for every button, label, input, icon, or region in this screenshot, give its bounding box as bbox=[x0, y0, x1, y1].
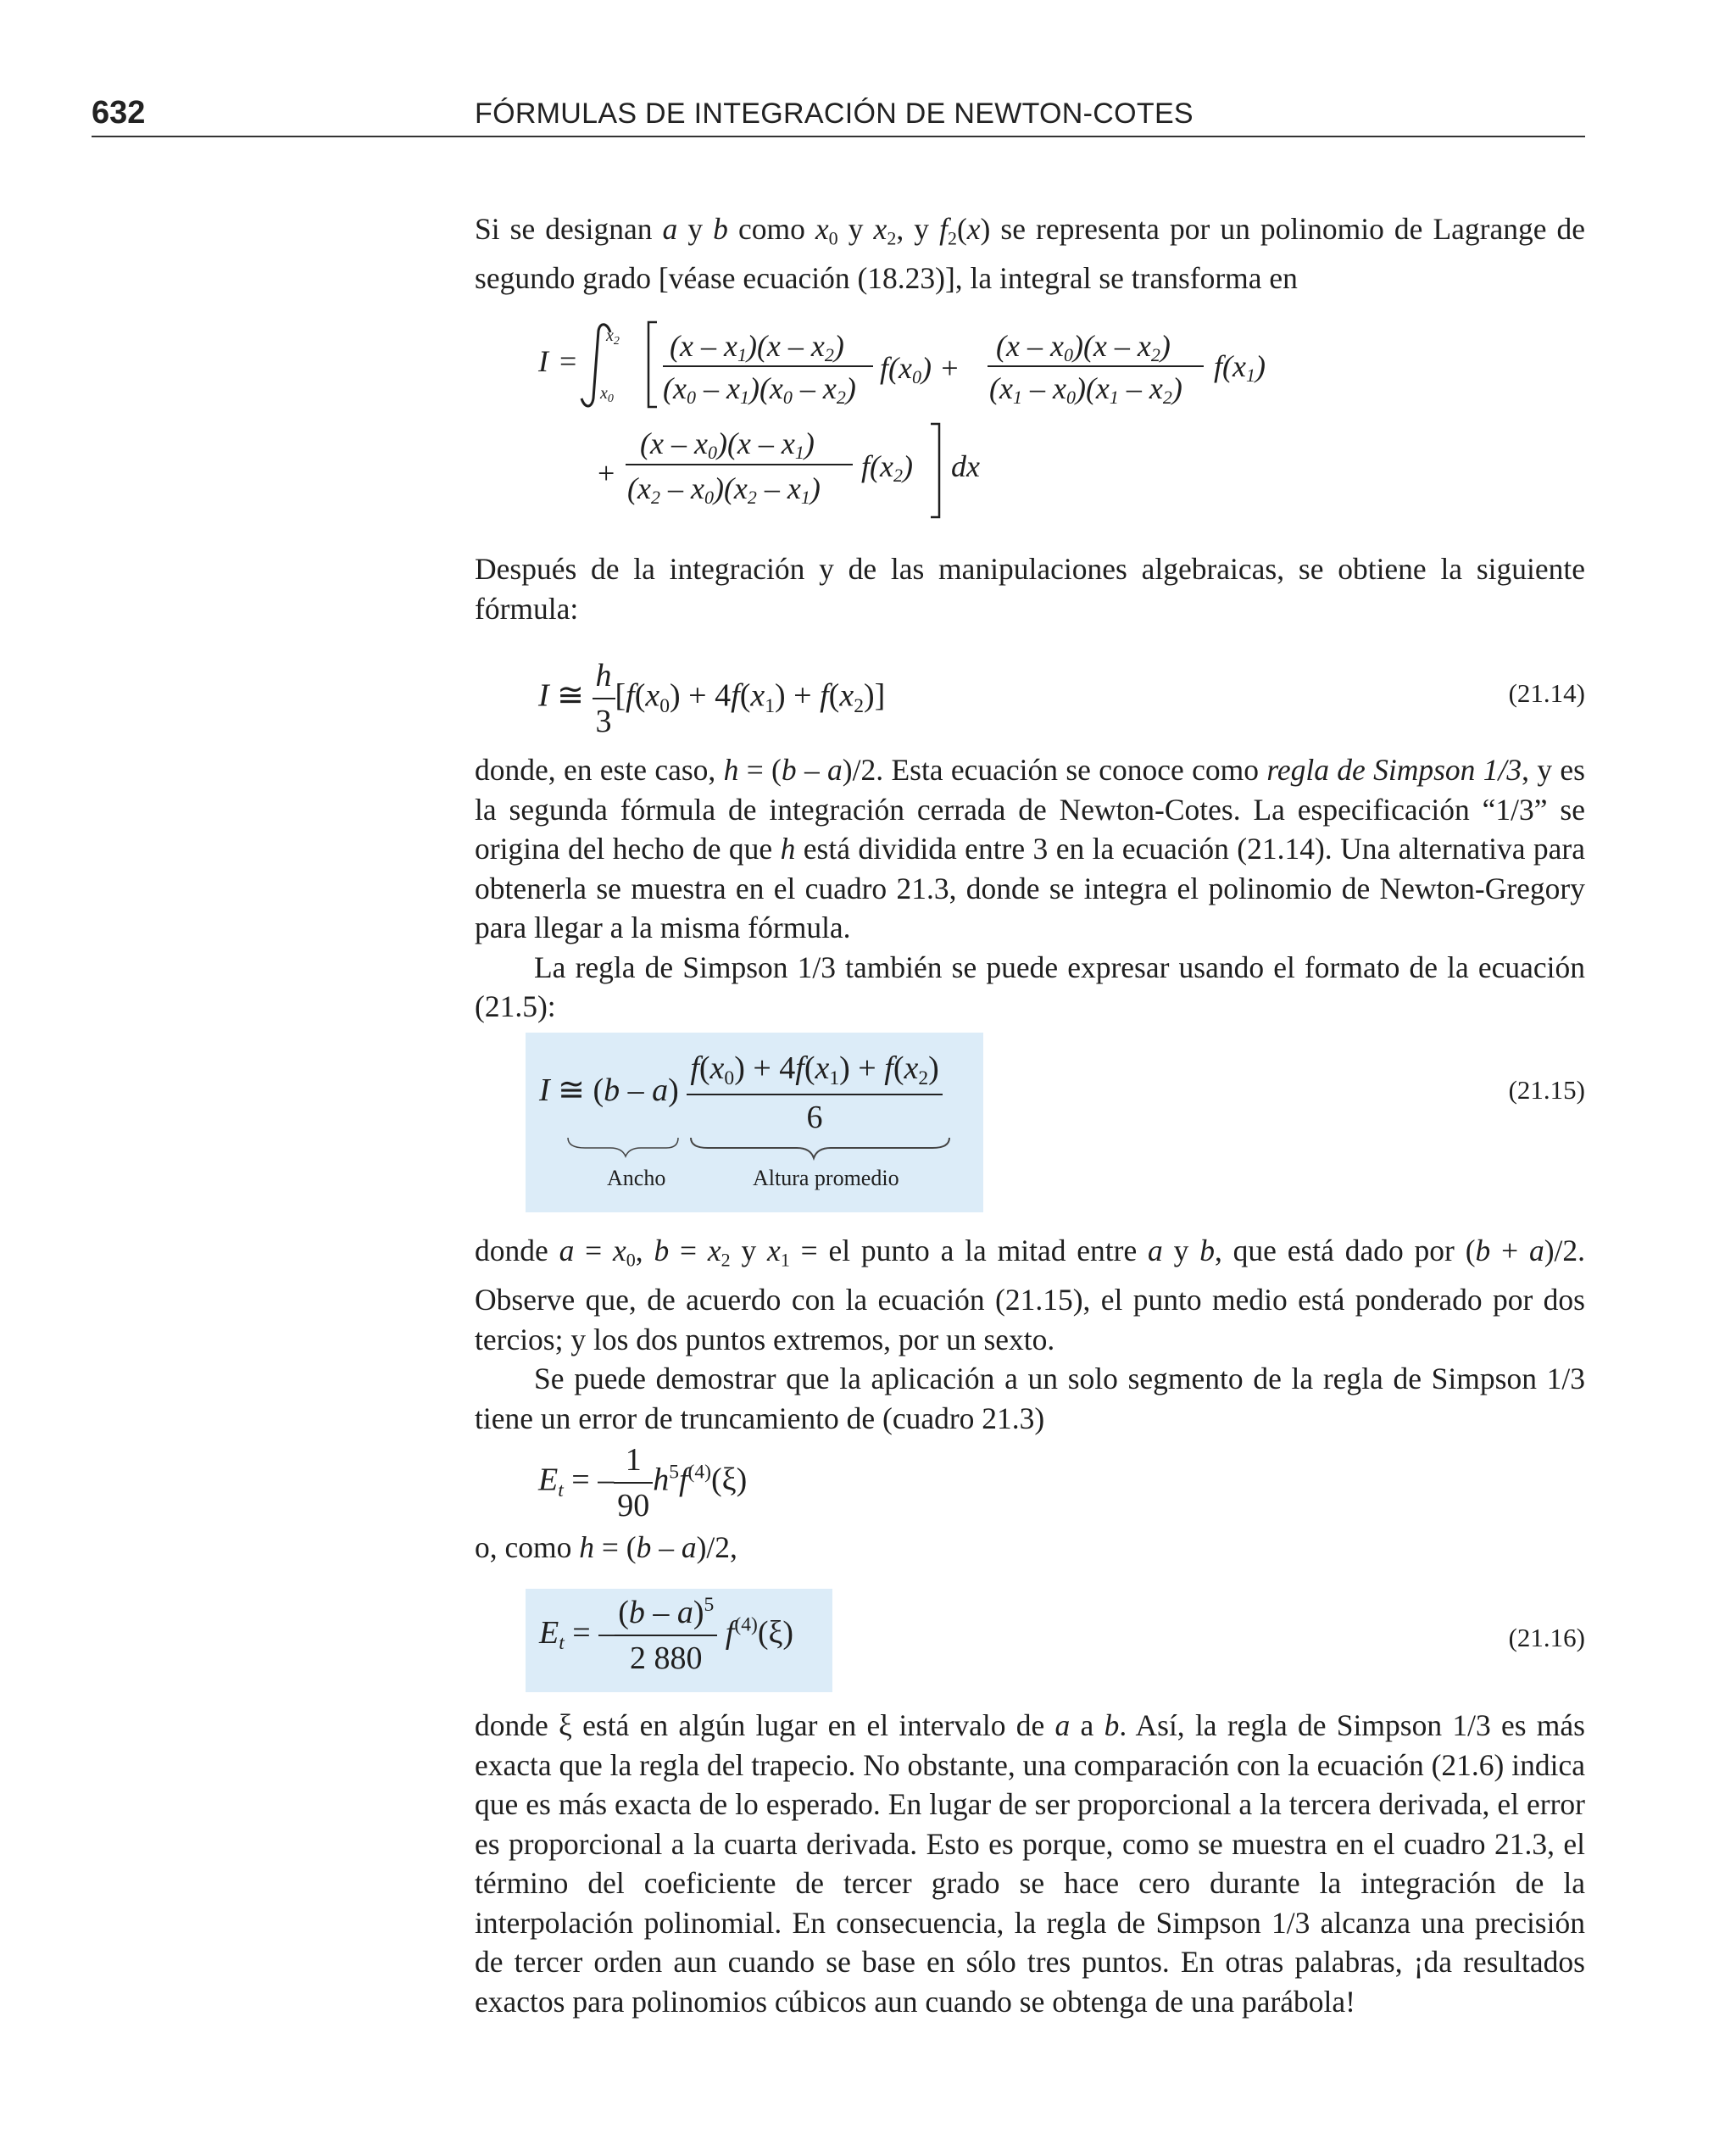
paragraph-intro: Si se designan a y b como $x_0$ y $x_2$, y $f_2(x)$ se representa por un polinomio de Lagrange de segundo grado [véase ecuación (18.23)], la integral se transforma en bbox=[475, 212, 1586, 296]
svg-text:(x – x0)(x – x1): (x – x0)(x – x1) bbox=[640, 426, 815, 463]
truncation-error-equation: $E_t$ = – $\frac{1}{90}$ $h^5f^{(4)}(\xi)$ bbox=[538, 1442, 748, 1523]
svg-text:=: = bbox=[559, 344, 577, 378]
svg-text:(x2 – x0)(x2 – x1): (x2 – x0)(x2 – x1) bbox=[627, 471, 821, 508]
svg-text:f(x0) +: f(x0) + bbox=[880, 351, 960, 387]
paragraph-error-discussion: donde ξ está en algún lugar en el intervalo de a a b. Así, la regla de Simpson 1/3 es más exacta que la regla del trapecio. No obstante, una comparación con la ecuación (21.6) indica que es más exacta de lo esperado. En lugar de ser proporcional a la tercera derivada, el error es proporcional a la cuarta derivada. Esto es porque, como se muestra en el cuadro 21.3, el término del coeficiente de tercer grado se hace cero durante la integración de la interpolación polinomial. En consecuencia, la regla de Simpson 1/3 alcanza una precisión de tercer orden aun cuando se base en sólo tres puntos. En otras palabras, ¡da resultados exactos para polinomios cúbicos aun cuando se obtenga de una parábola! bbox=[475, 1708, 1585, 2019]
equation-number-21-15: (21.15) bbox=[1508, 1075, 1585, 1105]
paragraph-midpoint: donde $a = x_0$, $b = x_2$ y $x_1$ = el punto a la mitad entre a y b, que está dado por (b + a)/2. Observe que, de acuerdo con la ecuación (21.15), el punto medio está ponderado por dos tercios; y los dos puntos extremos, por un sexto. Se puede demostrar que la aplicación a un solo segmento de la regla de Simpson 1/3 tiene un error de truncamiento de (cuadro 21.3) bbox=[475, 1234, 1585, 1435]
brace-label-width: Ancho bbox=[607, 1166, 666, 1190]
page-number: 632 bbox=[92, 95, 146, 131]
paragraph-h-substitution: o, como h = (b – a)/2, bbox=[475, 1530, 737, 1564]
equation-21-15: I ≅ (b – a) $\frac{f(x_0) + 4f(x_1) + f(x_2)}{6}$ bbox=[539, 1050, 943, 1136]
chapter-title: FÓRMULAS DE INTEGRACIÓN DE NEWTON-COTES bbox=[475, 97, 1194, 130]
paragraph-after-integration: Después de la integración y de las manipulaciones algebraicas, se obtiene la siguiente fórmula: bbox=[475, 552, 1585, 626]
svg-text:(x – x1)(x – x2): (x – x1)(x – x2) bbox=[670, 329, 844, 365]
lagrange-integral-equation bbox=[526, 314, 1322, 526]
svg-text:I: I bbox=[538, 344, 548, 378]
svg-text:f(x2): f(x2) bbox=[861, 449, 913, 486]
paragraph-simpson-rule: donde, en este caso, h = (b – a)/2. Esta ecuación se conoce como regla de Simpson 1/3, y es la segunda fórmula de integración cerrada de Newton-Cotes. La especificación “1/3” se origina del hecho de que h está dividida entre 3 en la ecuación (21.14). Una alternativa para obtenerla se muestra en el cuadro 21.3, donde se integra el polinomio de Newton-Gregory para llegar a la misma fórmula. La regla de Simpson 1/3 también se puede expresar usando el formato de la ecuación (21.5): bbox=[475, 753, 1585, 1023]
svg-text:(x1 – x0)(x1 – x2): (x1 – x0)(x1 – x2) bbox=[989, 371, 1182, 408]
header-rule bbox=[92, 136, 1585, 137]
svg-text:x0: $x_0$ bbox=[600, 384, 614, 405]
svg-text:x2: $x_2$ bbox=[606, 326, 620, 348]
equation-21-16: $E_t$ = – $\frac{(b - a)^5}{2 880}$ $f^{(4)}(\xi)$ bbox=[539, 1594, 794, 1677]
svg-text:(x – x0)(x – x2): (x – x0)(x – x2) bbox=[996, 329, 1171, 365]
svg-text:f(x1): f(x1) bbox=[1214, 349, 1266, 386]
brace-label-height: Altura promedio bbox=[753, 1166, 899, 1190]
svg-text:+: + bbox=[598, 456, 615, 490]
svg-text:dx: dx bbox=[951, 449, 980, 483]
equation-number-21-14: (21.14) bbox=[1508, 678, 1585, 708]
equation-number-21-16: (21.16) bbox=[1508, 1623, 1585, 1652]
underbraces bbox=[559, 1134, 966, 1168]
svg-text:(x0 – x1)(x0 – x2): (x0 – x1)(x0 – x2) bbox=[663, 371, 856, 408]
equation-21-14: I ≅ $\frac{h}{3}$ $[f(x_0) + 4f(x_1) + f(x_2)]$ bbox=[538, 658, 886, 739]
